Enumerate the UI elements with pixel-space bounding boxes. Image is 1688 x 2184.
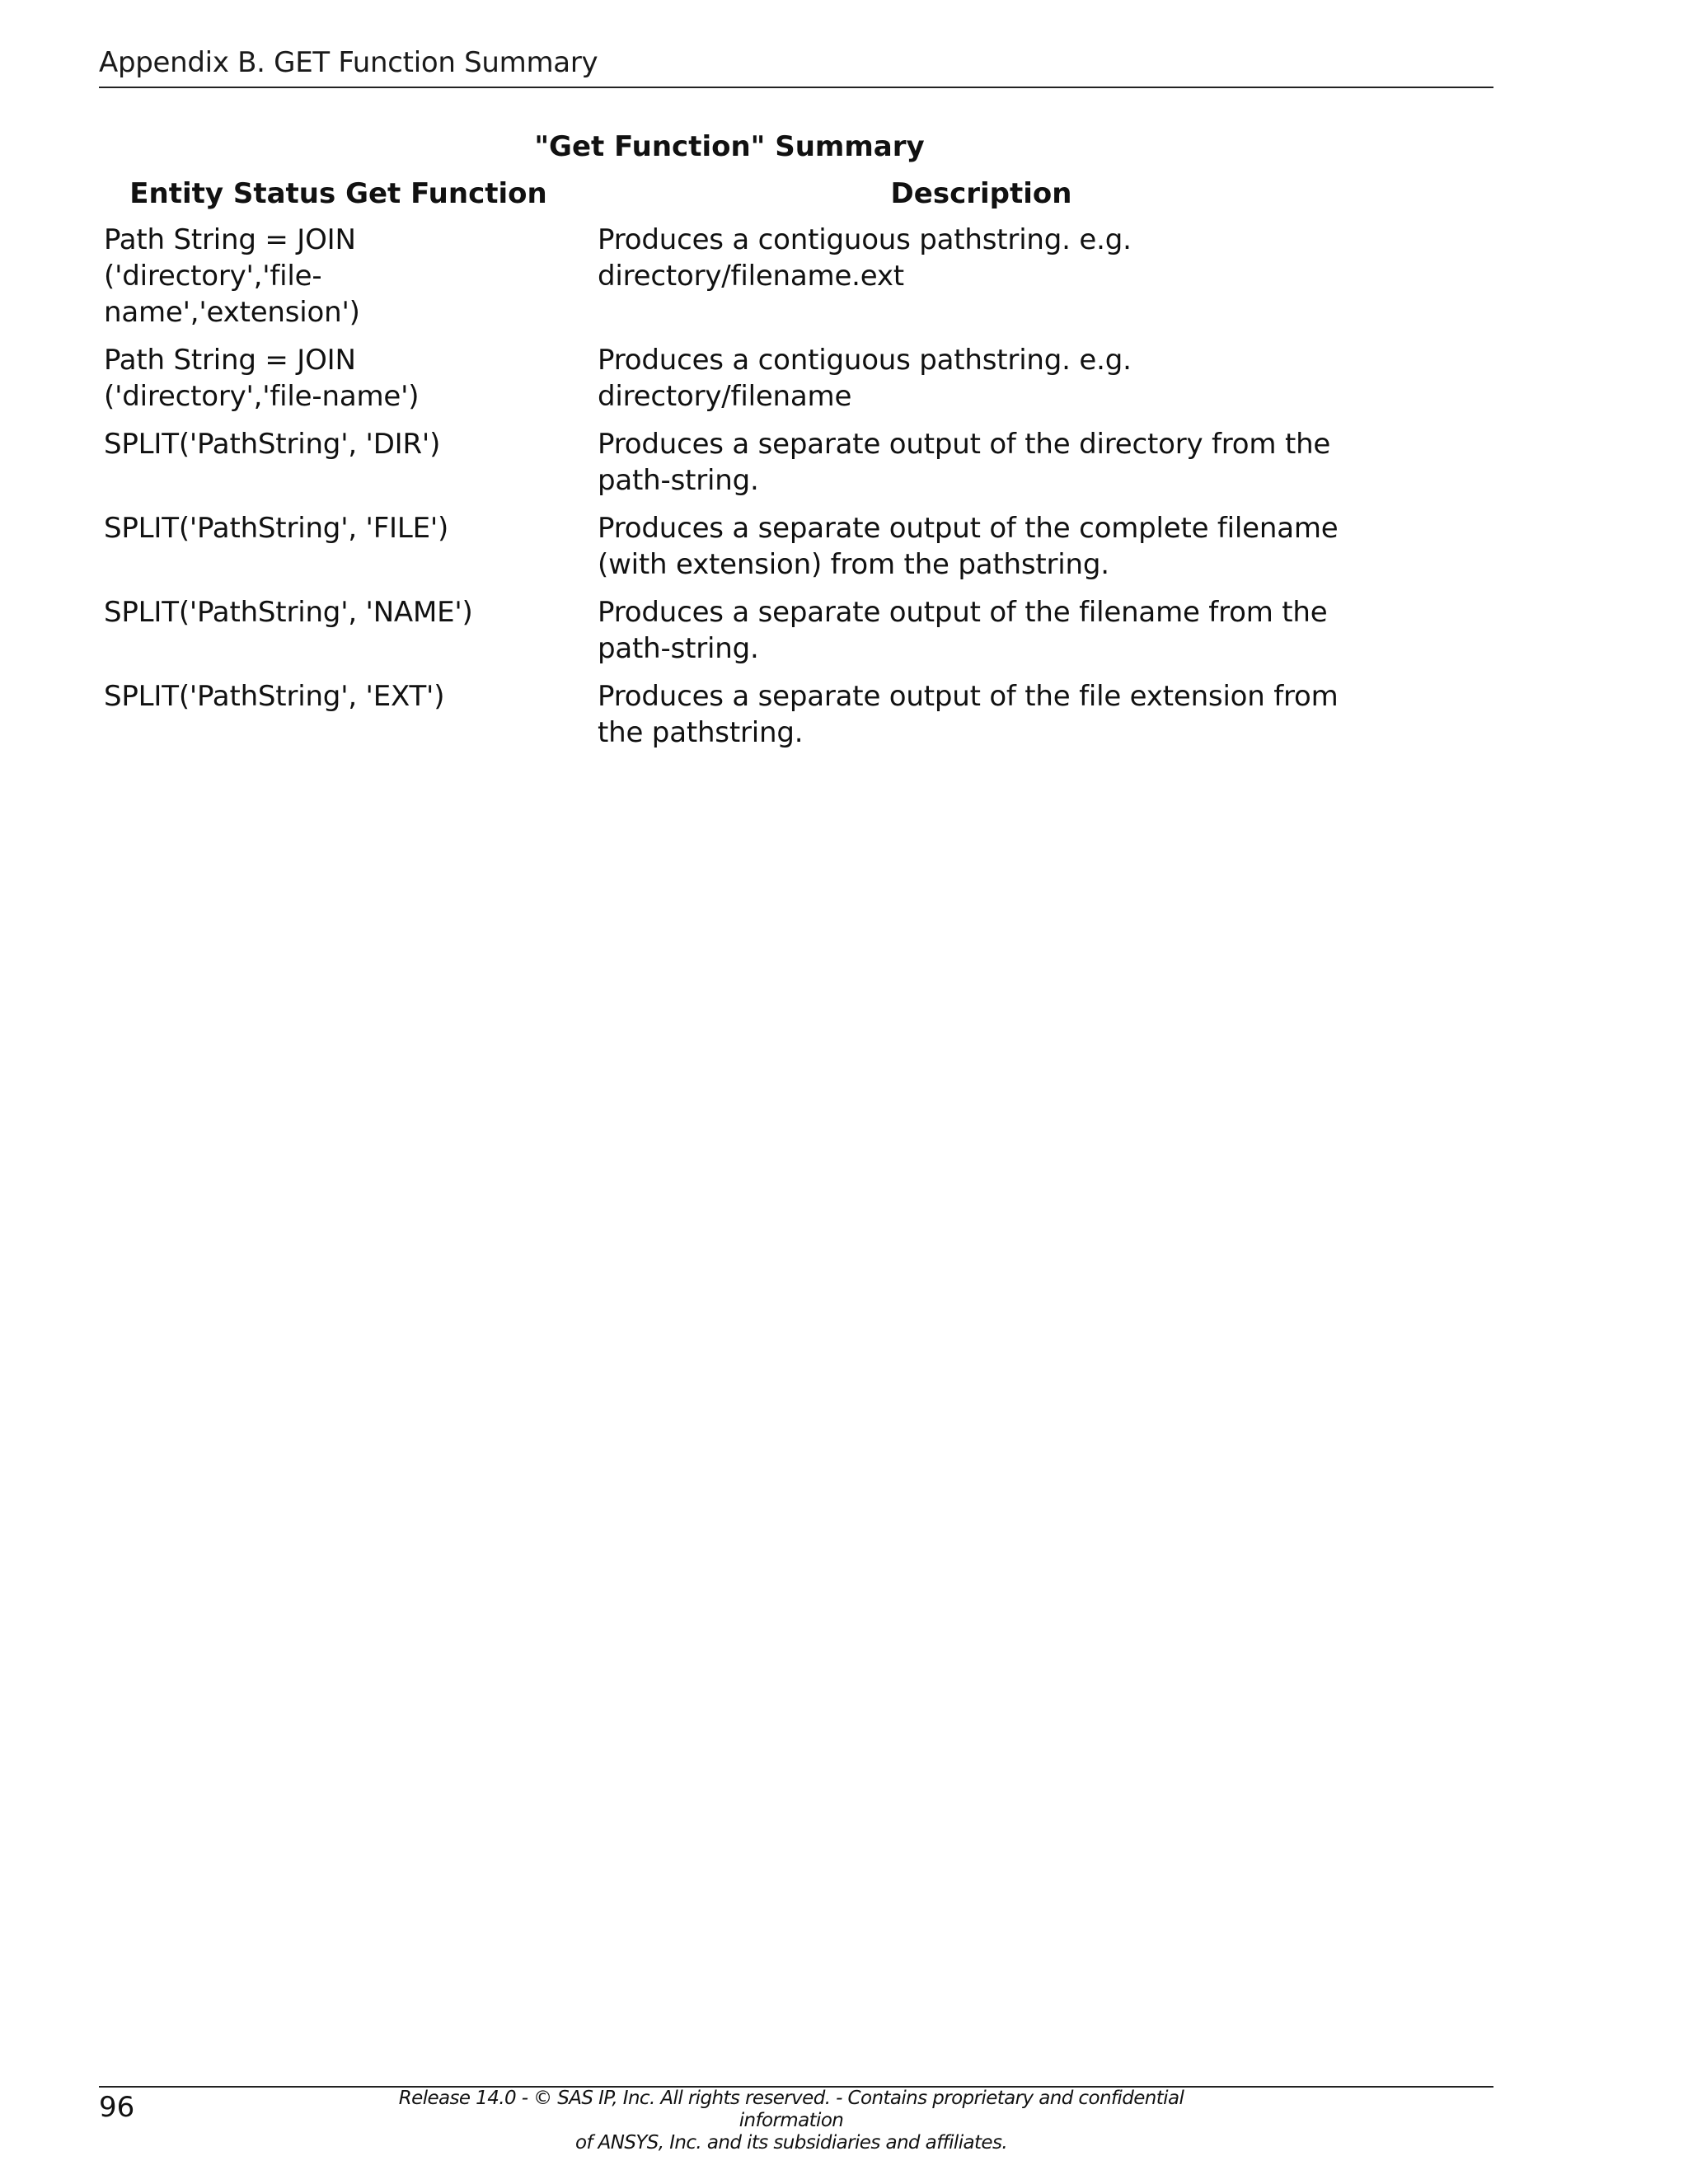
column-header-description: Description xyxy=(890,177,1072,210)
function-cell: SPLIT('PathString', 'DIR') xyxy=(104,428,441,461)
function-cell: Path String = JOIN ('directory','file-name','extension') xyxy=(104,223,360,329)
page-number: 96 xyxy=(99,2091,135,2124)
table-row xyxy=(97,342,1383,426)
table-caption: "Get Function" Summary xyxy=(534,130,925,163)
copyright-line-1: Release 14.0 - © SAS IP, Inc. All rights reserved. - Contains proprietary and confidential information xyxy=(398,2088,1184,2131)
table-row xyxy=(97,222,1383,342)
running-header: Appendix B. GET Function Summary xyxy=(99,46,598,79)
description-cell: Produces a separate output of the directory from the path-string. xyxy=(598,428,1331,497)
table-row xyxy=(97,426,1383,510)
function-cell: Path String = JOIN ('directory','file-name') xyxy=(104,344,420,413)
description-cell: Produces a contiguous pathstring. e.g. directory/filename.ext xyxy=(598,223,1132,293)
description-cell: Produces a separate output of the file extension from the pathstring. xyxy=(598,680,1339,749)
function-summary-table xyxy=(97,176,1383,762)
function-cell: SPLIT('PathString', 'FILE') xyxy=(104,512,449,545)
table-row xyxy=(97,594,1383,678)
header-rule xyxy=(99,87,1493,88)
copyright-notice xyxy=(363,2088,1220,2154)
description-cell: Produces a separate output of the filename from the path-string. xyxy=(598,596,1328,665)
description-cell: Produces a separate output of the complete filename (with extension) from the pathstring. xyxy=(598,512,1339,581)
copyright-line-2: of ANSYS, Inc. and its subsidiaries and affiliates. xyxy=(574,2132,1008,2154)
table-header-row xyxy=(97,176,1383,222)
table-row xyxy=(97,678,1383,762)
column-header-function: Entity Status Get Function xyxy=(129,177,547,210)
table-row xyxy=(97,510,1383,594)
function-cell: SPLIT('PathString', 'EXT') xyxy=(104,680,445,713)
description-cell: Produces a contiguous pathstring. e.g. directory/filename xyxy=(598,344,1132,413)
function-cell: SPLIT('PathString', 'NAME') xyxy=(104,596,473,629)
